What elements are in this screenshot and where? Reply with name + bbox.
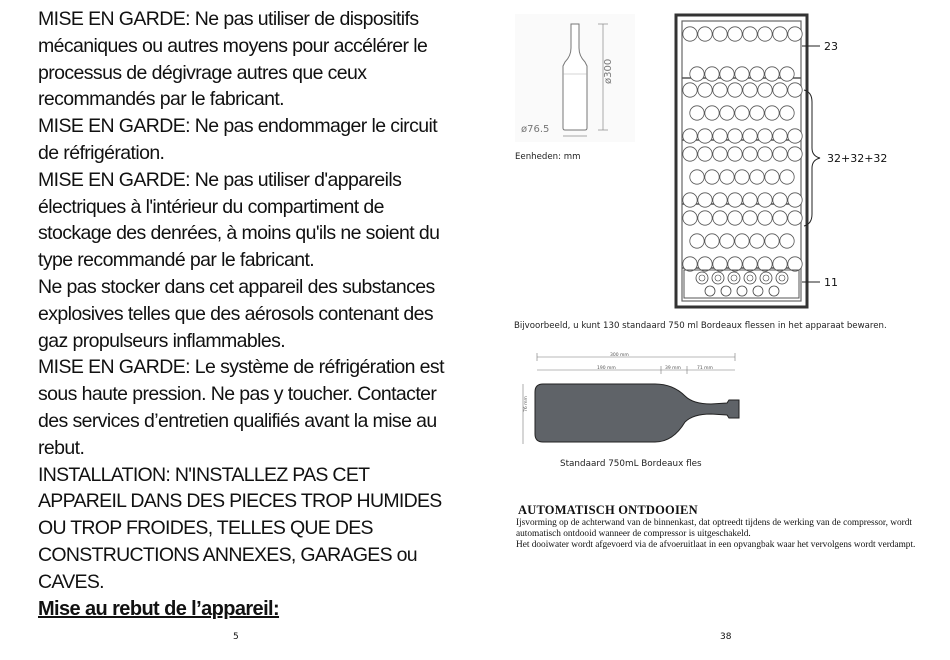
rack-bottle xyxy=(773,211,787,225)
rack-bottle xyxy=(698,147,712,161)
rack-bottle xyxy=(788,83,802,97)
rack-bottle xyxy=(750,170,764,184)
rack-bottle xyxy=(758,83,772,97)
rack-bottle xyxy=(713,193,727,207)
bottle-side-caption: Standaard 750mL Bordeaux fles xyxy=(560,459,702,469)
neck-length-label: 71 mm xyxy=(697,366,713,371)
label-top-shelf-count: 23 xyxy=(824,40,838,53)
drawer-bottle xyxy=(728,272,740,284)
rack-bottle xyxy=(758,147,772,161)
drawer-bottle xyxy=(705,286,715,296)
drawer-bottle xyxy=(776,272,788,284)
drawer-bottle xyxy=(721,286,731,296)
rack-bottle xyxy=(690,67,704,81)
rack-bottle xyxy=(713,129,727,143)
rack-bottle xyxy=(735,234,749,248)
rack-bottle xyxy=(788,211,802,225)
body-length-label: 190 mm xyxy=(597,366,616,371)
rack-bottle xyxy=(698,129,712,143)
rack-bottle xyxy=(713,147,727,161)
bottle-dimension-diagram xyxy=(515,14,635,142)
bottle-side-diagram xyxy=(515,348,745,448)
rack-bottle xyxy=(698,27,712,41)
rack-bottle xyxy=(788,257,802,271)
rack-bottle xyxy=(743,147,757,161)
section-title: AUTOMATISCH ONTDOOIEN xyxy=(518,503,698,517)
rack-bottle xyxy=(683,211,697,225)
rack-bottle xyxy=(758,129,772,143)
rack-bottle xyxy=(758,211,772,225)
rack-bottle xyxy=(713,211,727,225)
rack-bottle xyxy=(743,83,757,97)
rack-bottle xyxy=(773,257,787,271)
rack-bottle xyxy=(743,193,757,207)
rack-bottle xyxy=(773,129,787,143)
rack-bottle xyxy=(728,129,742,143)
rack-bottle xyxy=(720,234,734,248)
drawer-bottle xyxy=(737,286,747,296)
left-page xyxy=(38,6,458,621)
rack-bottle xyxy=(765,234,779,248)
rack-bottle xyxy=(750,67,764,81)
warning-pressure: MISE EN GARDE: Le système de réfrigération est sous haute pression. Ne pas y toucher. Contacter des services d’entretien qualifiés avant la mise au rebut. xyxy=(38,356,444,459)
rack-bottle xyxy=(705,67,719,81)
bottle-height-label: ø300 xyxy=(603,58,614,84)
rack-bottle xyxy=(728,83,742,97)
rack-bottle xyxy=(728,27,742,41)
rack-bottle xyxy=(780,234,794,248)
label-bottom-shelf-count: 11 xyxy=(824,276,838,289)
rack-bottle xyxy=(735,106,749,120)
rack-bottle xyxy=(788,129,802,143)
rack-bottle xyxy=(788,147,802,161)
example-caption: Bijvoorbeeld, u kunt 130 standaard 750 ml Bordeaux flessen in het apparaat bewaren. xyxy=(514,321,887,331)
section-body xyxy=(516,518,916,551)
rack-bottle xyxy=(743,27,757,41)
rack-bottle xyxy=(773,27,787,41)
rack-bottle xyxy=(765,170,779,184)
page-number-right: 38 xyxy=(720,632,732,642)
installation-notice: INSTALLATION: N'INSTALLEZ PAS CET APPAREIL DANS DES PIECES TROP HUMIDES OU TROP FROIDES, TELLES QUE DES CONSTRUCTIONS ANNEXES, GARAGES ou CAVES. xyxy=(38,463,442,593)
rack-bottle xyxy=(773,147,787,161)
rack-bottle xyxy=(705,106,719,120)
rack-bottle xyxy=(743,211,757,225)
total-length-label: 300 mm xyxy=(610,353,629,358)
rack-bottle xyxy=(735,67,749,81)
rack-bottle xyxy=(698,211,712,225)
rack-bottle xyxy=(728,147,742,161)
rack-bottle xyxy=(713,257,727,271)
wine-cabinet-diagram xyxy=(672,12,888,312)
rack-bottle xyxy=(758,27,772,41)
section-paragraph-2: Het dooiwater wordt afgevoerd via de afvoeruitlaat in een opvangbak waar het vervolgens wordt verdampt. xyxy=(516,540,916,550)
drawer-bottle xyxy=(769,286,779,296)
bottle-silhouette xyxy=(535,384,739,442)
diameter-side-label: 76 mm xyxy=(524,396,529,412)
rack-bottle xyxy=(720,170,734,184)
rack-bottle xyxy=(773,193,787,207)
rack-bottle xyxy=(690,234,704,248)
rack-bottle xyxy=(743,257,757,271)
rack-bottle xyxy=(713,27,727,41)
section-paragraph-1: Ijsvorming op de achterwand van de binnenkast, dat optreedt tijdens de werking van de compressor, wordt automatisch ontdooid wanneer de compressor is uitgeschakeld. xyxy=(516,518,912,539)
drawer-bottle xyxy=(753,286,763,296)
rack-bottle xyxy=(705,170,719,184)
warning-circuit: MISE EN GARDE: Ne pas endommager le circuit de réfrigération. xyxy=(38,115,438,164)
units-caption: Eenheden: mm xyxy=(515,152,581,162)
drawer-bottle xyxy=(712,272,724,284)
rack-bottle xyxy=(780,106,794,120)
rack-bottle xyxy=(743,129,757,143)
rack-bottle xyxy=(773,83,787,97)
drawer-bottle xyxy=(744,272,756,284)
rack-bottle xyxy=(765,67,779,81)
rack-bottle xyxy=(690,170,704,184)
rack-bottle xyxy=(780,170,794,184)
rack-bottle xyxy=(788,27,802,41)
shoulder-length-label: 39 mm xyxy=(665,366,681,371)
rack-bottle xyxy=(758,193,772,207)
warning-explosives: Ne pas stocker dans cet appareil des substances explosives telles que des aérosols contenant des gaz propulseurs inflammables. xyxy=(38,275,435,352)
rack-bottle xyxy=(713,83,727,97)
rack-bottle xyxy=(720,67,734,81)
rack-bottle xyxy=(735,170,749,184)
rack-bottle xyxy=(698,83,712,97)
rack-bottle xyxy=(690,106,704,120)
warning-electrical: MISE EN GARDE: Ne pas utiliser d'appareils électriques à l'intérieur du compartiment de stockage des denrées, à moins qu'ils ne soient du type recommandé par le fabricant. xyxy=(38,168,440,272)
rack-bottle xyxy=(683,27,697,41)
rack-bottle xyxy=(758,257,772,271)
rack-bottle xyxy=(683,193,697,207)
warning-defrost: MISE EN GARDE: Ne pas utiliser de dispositifs mécaniques ou autres moyens pour accélérer le processus de dégivrage autres que ceux recommandés par le fabricant. xyxy=(38,8,428,111)
bottle-diameter-label: ø76.5 xyxy=(521,124,550,135)
rack-bottle xyxy=(683,129,697,143)
rack-bottle xyxy=(720,106,734,120)
rack-bottle xyxy=(788,193,802,207)
disposal-heading: Mise au rebut de l’appareil: xyxy=(38,597,280,620)
label-middle-shelves-count: 32+32+32 xyxy=(827,152,888,165)
rack-bottle xyxy=(705,234,719,248)
rack-bottle xyxy=(728,193,742,207)
rack-bottle xyxy=(698,193,712,207)
rack-bottle xyxy=(728,257,742,271)
rack-bottle xyxy=(750,234,764,248)
rack-bottle xyxy=(683,83,697,97)
drawer-bottle xyxy=(696,272,708,284)
rack-bottle xyxy=(683,257,697,271)
rack-bottle xyxy=(728,211,742,225)
rack-bottle xyxy=(698,257,712,271)
rack-bottle xyxy=(765,106,779,120)
rack-bottle xyxy=(750,106,764,120)
rack-bottle xyxy=(780,67,794,81)
page-number-left: 5 xyxy=(233,632,239,642)
drawer-bottle xyxy=(760,272,772,284)
rack-bottle xyxy=(683,147,697,161)
